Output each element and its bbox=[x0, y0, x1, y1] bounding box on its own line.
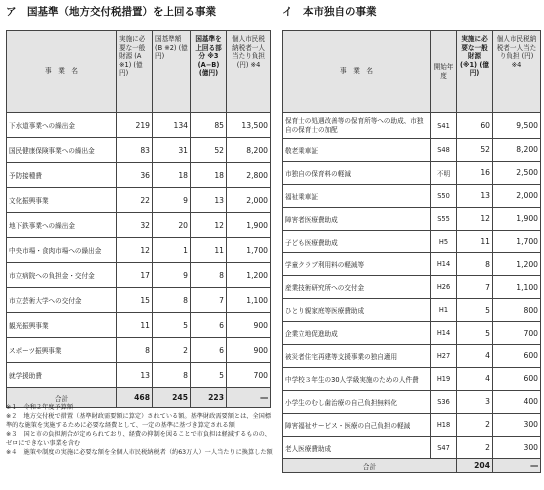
row-name: 市立芸術大学への交付金 bbox=[7, 288, 117, 313]
row-start-year: H5 bbox=[431, 230, 457, 253]
row-name: 小学生のむし歯治療の自己負担無料化 bbox=[283, 390, 431, 413]
row-standard: 31 bbox=[153, 138, 191, 163]
row-excess: 52 bbox=[191, 138, 227, 163]
row-standard: 5 bbox=[153, 313, 191, 338]
table-row bbox=[283, 253, 541, 276]
row-name: 観光振興事業 bbox=[7, 313, 117, 338]
right-header-required: 実施に必要な一般財源 (※1) (億円) bbox=[457, 31, 493, 113]
row-name: 市独自の保育料の軽減 bbox=[283, 161, 431, 184]
row-start-year: S41 bbox=[431, 113, 457, 139]
row-excess: 8 bbox=[191, 263, 227, 288]
row-required: 2 bbox=[457, 436, 493, 459]
row-excess: 11 bbox=[191, 238, 227, 263]
left-table bbox=[6, 30, 271, 408]
row-required: 3 bbox=[457, 390, 493, 413]
row-name: 老人医療費助成 bbox=[283, 436, 431, 459]
row-excess: 6 bbox=[191, 338, 227, 363]
table-row bbox=[283, 276, 541, 299]
row-name: 敬老乗車証 bbox=[283, 139, 431, 162]
row-name: 産業技術研究所への交付金 bbox=[283, 276, 431, 299]
row-per-capita: 2,800 bbox=[227, 163, 271, 188]
row-start-year: H1 bbox=[431, 299, 457, 322]
row-per-capita: 800 bbox=[493, 299, 541, 322]
table-row bbox=[7, 138, 271, 163]
row-name: 予防接種費 bbox=[7, 163, 117, 188]
row-excess: 12 bbox=[191, 213, 227, 238]
row-start-year: S50 bbox=[431, 184, 457, 207]
row-per-capita: 900 bbox=[227, 338, 271, 363]
table-row bbox=[283, 367, 541, 390]
row-standard: 18 bbox=[153, 163, 191, 188]
row-required: 4 bbox=[457, 367, 493, 390]
row-per-capita: 2,500 bbox=[493, 161, 541, 184]
table-row bbox=[283, 390, 541, 413]
row-standard: 9 bbox=[153, 188, 191, 213]
row-per-capita: 8,200 bbox=[227, 138, 271, 163]
row-name: 学童クラブ利用料の軽減等 bbox=[283, 253, 431, 276]
row-per-capita: 600 bbox=[493, 345, 541, 368]
row-name: 中学校３年生の30人学級実施のための人件費 bbox=[283, 367, 431, 390]
row-required: 22 bbox=[117, 188, 153, 213]
footnote: ※１ 令和２年度予算額 bbox=[6, 404, 74, 411]
table-row bbox=[283, 207, 541, 230]
row-per-capita: 700 bbox=[493, 322, 541, 345]
table-row bbox=[283, 113, 541, 139]
table-row bbox=[283, 184, 541, 207]
row-standard: 20 bbox=[153, 213, 191, 238]
row-start-year: 不明 bbox=[431, 161, 457, 184]
row-required: 32 bbox=[117, 213, 153, 238]
left-header-per-capita: 個人市民税納税者一人当たり負担 (円) ※4 bbox=[227, 31, 271, 113]
row-start-year: H14 bbox=[431, 322, 457, 345]
row-excess: 7 bbox=[191, 288, 227, 313]
total-label: 合計 bbox=[7, 388, 117, 408]
table-row bbox=[7, 163, 271, 188]
row-name: 地下鉄事業への繰出金 bbox=[7, 213, 117, 238]
row-per-capita: 8,200 bbox=[493, 139, 541, 162]
total-required: 204 bbox=[457, 459, 493, 473]
row-name: 中央市場・食肉市場への繰出金 bbox=[7, 238, 117, 263]
row-standard: 134 bbox=[153, 113, 191, 138]
row-excess: 85 bbox=[191, 113, 227, 138]
left-header-standard: 国基準額 (B ※2) (億円) bbox=[153, 31, 191, 113]
row-start-year: S55 bbox=[431, 207, 457, 230]
row-required: 15 bbox=[117, 288, 153, 313]
total-row bbox=[283, 459, 541, 473]
row-start-year: H18 bbox=[431, 413, 457, 436]
row-per-capita: 1,900 bbox=[227, 213, 271, 238]
row-name: スポーツ振興事業 bbox=[7, 338, 117, 363]
row-required: 13 bbox=[457, 184, 493, 207]
row-name: 子ども医療費助成 bbox=[283, 230, 431, 253]
row-name: 福祉乗車証 bbox=[283, 184, 431, 207]
row-start-year: H27 bbox=[431, 345, 457, 368]
left-section-title: ア 国基準（地方交付税措置）を上回る事業 bbox=[6, 6, 216, 18]
row-standard: 8 bbox=[153, 288, 191, 313]
total-per-capita: ― bbox=[493, 459, 541, 473]
total-label: 合計 bbox=[283, 459, 457, 473]
row-per-capita: 1,100 bbox=[227, 288, 271, 313]
table-row bbox=[7, 363, 271, 388]
table-row bbox=[283, 322, 541, 345]
row-name: 被災者住宅再建等支援事業の独自適用 bbox=[283, 345, 431, 368]
table-row bbox=[283, 413, 541, 436]
row-standard: 1 bbox=[153, 238, 191, 263]
row-name: 障害福祉サービス・医療の自己負担の軽減 bbox=[283, 413, 431, 436]
row-name: 市立病院への負担金・交付金 bbox=[7, 263, 117, 288]
row-required: 2 bbox=[457, 413, 493, 436]
table-row bbox=[7, 188, 271, 213]
right-header-row bbox=[283, 31, 541, 113]
row-excess: 18 bbox=[191, 163, 227, 188]
row-per-capita: 300 bbox=[493, 436, 541, 459]
table-row bbox=[7, 113, 271, 138]
right-header-per-capita: 個人市民税納税者一人当たり負担 (円) ※4 bbox=[493, 31, 541, 113]
left-header-excess: 国基準を上回る部分 ※3 (A−B) (億円) bbox=[191, 31, 227, 113]
row-per-capita: 13,500 bbox=[227, 113, 271, 138]
row-required: 13 bbox=[117, 363, 153, 388]
row-name: 保育士の処遇改善等の保育所等への助成、市独自の保育士の加配 bbox=[283, 113, 431, 139]
footnotes bbox=[6, 403, 274, 458]
row-per-capita: 300 bbox=[493, 413, 541, 436]
left-header-required: 実施に必要な一般財源 (A ※1) (億円) bbox=[117, 31, 153, 113]
total-standard: 245 bbox=[153, 388, 191, 408]
left-header-name: 事 業 名 bbox=[7, 31, 117, 113]
table-row bbox=[7, 238, 271, 263]
table-row bbox=[283, 436, 541, 459]
table-row bbox=[7, 263, 271, 288]
table-row bbox=[7, 288, 271, 313]
row-required: 8 bbox=[457, 253, 493, 276]
row-required: 5 bbox=[457, 322, 493, 345]
right-header-year: 開始年度 bbox=[431, 31, 457, 113]
total-required: 468 bbox=[117, 388, 153, 408]
row-standard: 2 bbox=[153, 338, 191, 363]
row-required: 4 bbox=[457, 345, 493, 368]
row-required: 83 bbox=[117, 138, 153, 163]
footnote: ※３ 国と市の負担割合が定められており、経費の抑制を図ることで市負担は軽減するものの、ゼロにできない事業を含む bbox=[6, 431, 271, 448]
table-row bbox=[7, 313, 271, 338]
row-required: 17 bbox=[117, 263, 153, 288]
row-per-capita: 9,500 bbox=[493, 113, 541, 139]
row-standard: 8 bbox=[153, 363, 191, 388]
row-name: 国民健康保険事業への繰出金 bbox=[7, 138, 117, 163]
row-name: 下水道事業への繰出金 bbox=[7, 113, 117, 138]
row-per-capita: 2,000 bbox=[227, 188, 271, 213]
footnote: ※４ 施策や制度の実施に必要な額を全個人市民税納税者（約63万人）一人当たりに換算した額 bbox=[6, 449, 273, 457]
row-per-capita: 1,100 bbox=[493, 276, 541, 299]
row-required: 60 bbox=[457, 113, 493, 139]
row-required: 11 bbox=[117, 313, 153, 338]
row-required: 8 bbox=[117, 338, 153, 363]
row-per-capita: 1,900 bbox=[493, 207, 541, 230]
row-name: 文化振興事業 bbox=[7, 188, 117, 213]
row-required: 36 bbox=[117, 163, 153, 188]
row-required: 16 bbox=[457, 161, 493, 184]
row-required: 7 bbox=[457, 276, 493, 299]
row-per-capita: 700 bbox=[227, 363, 271, 388]
right-table bbox=[282, 30, 541, 473]
total-excess: 223 bbox=[191, 388, 227, 408]
row-start-year: H26 bbox=[431, 276, 457, 299]
table-row bbox=[283, 161, 541, 184]
row-per-capita: 1,200 bbox=[493, 253, 541, 276]
row-per-capita: 400 bbox=[493, 390, 541, 413]
total-per-capita: ― bbox=[227, 388, 271, 408]
row-start-year: H19 bbox=[431, 367, 457, 390]
row-excess: 5 bbox=[191, 363, 227, 388]
row-start-year: S47 bbox=[431, 436, 457, 459]
row-per-capita: 600 bbox=[493, 367, 541, 390]
row-name: 企業立地促進助成 bbox=[283, 322, 431, 345]
row-excess: 6 bbox=[191, 313, 227, 338]
row-start-year: H14 bbox=[431, 253, 457, 276]
footnote: ※２ 地方交付税で措置（基準財政需要額に算定）されている額。基準財政需要額とは、全国標準的な施策を実施するために必要な経費として、一定の基準に基づき算定される額 bbox=[6, 413, 272, 430]
row-required: 219 bbox=[117, 113, 153, 138]
left-header-row bbox=[7, 31, 271, 113]
row-per-capita: 1,700 bbox=[227, 238, 271, 263]
row-name: ひとり親家庭等医療費助成 bbox=[283, 299, 431, 322]
table-row bbox=[7, 213, 271, 238]
row-per-capita: 900 bbox=[227, 313, 271, 338]
row-required: 5 bbox=[457, 299, 493, 322]
row-start-year: S48 bbox=[431, 139, 457, 162]
row-standard: 9 bbox=[153, 263, 191, 288]
table-row bbox=[283, 230, 541, 253]
row-start-year: S36 bbox=[431, 390, 457, 413]
table-row bbox=[283, 345, 541, 368]
table-row bbox=[283, 299, 541, 322]
row-required: 12 bbox=[117, 238, 153, 263]
row-excess: 13 bbox=[191, 188, 227, 213]
row-required: 52 bbox=[457, 139, 493, 162]
row-per-capita: 1,200 bbox=[227, 263, 271, 288]
row-name: 障害者医療費助成 bbox=[283, 207, 431, 230]
row-per-capita: 1,700 bbox=[493, 230, 541, 253]
table-row bbox=[283, 139, 541, 162]
row-required: 11 bbox=[457, 230, 493, 253]
row-required: 12 bbox=[457, 207, 493, 230]
right-section-title: イ 本市独自の事業 bbox=[282, 6, 377, 18]
row-name: 就学援助費 bbox=[7, 363, 117, 388]
row-per-capita: 2,000 bbox=[493, 184, 541, 207]
table-row bbox=[7, 338, 271, 363]
right-header-name: 事 業 名 bbox=[283, 31, 431, 113]
